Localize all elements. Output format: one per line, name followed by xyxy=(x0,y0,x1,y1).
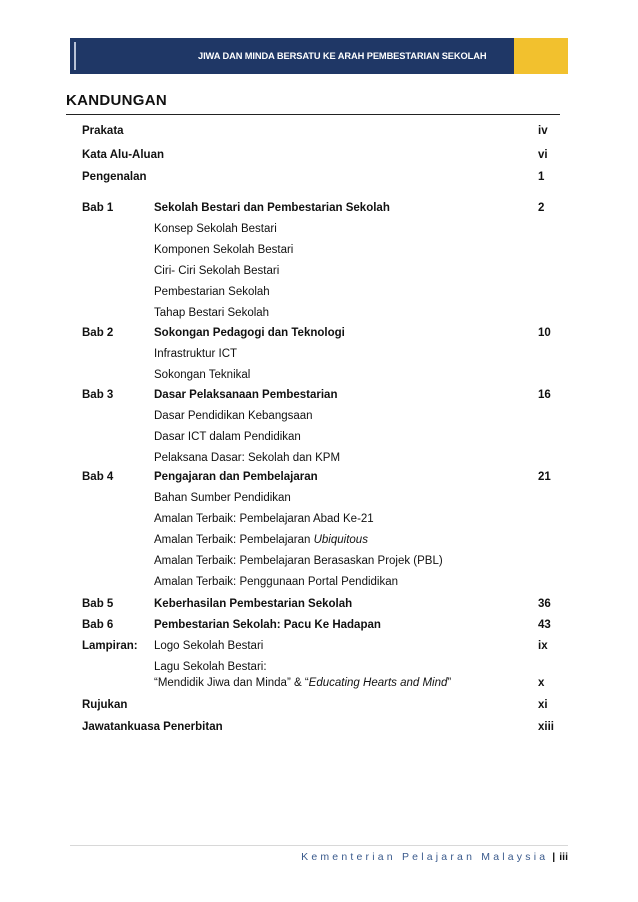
subitem-label: Amalan Terbaik: Penggunaan Portal Pendidikan xyxy=(154,576,399,588)
subitem-label: Pembestarian Sekolah xyxy=(154,286,270,298)
lampiran-item-logo: Logo Sekolah Bestari xyxy=(154,640,264,652)
footer-ministry: Kementerian Pelajaran Malaysia xyxy=(301,851,549,863)
subitem-label: Amalan Terbaik: Pembelajaran Abad Ke-21 xyxy=(154,513,374,525)
toc-label: Pengenalan xyxy=(82,171,147,183)
subitem-label: Dasar ICT dalam Pendidikan xyxy=(154,431,301,443)
banner-title: JIWA DAN MINDA BERSATU KE ARAH PEMBESTARIAN SEKOLAH xyxy=(198,51,487,61)
header-banner xyxy=(70,38,568,74)
toc-page: 21 xyxy=(538,471,551,483)
toc-page: xi xyxy=(538,699,548,711)
subitem-label: Dasar Pendidikan Kebangsaan xyxy=(154,410,313,422)
toc-page: x xyxy=(538,677,545,689)
toc-heading: KANDUNGAN xyxy=(66,92,168,109)
subitem-label: Tahap Bestari Sekolah xyxy=(154,307,270,319)
subitem-label: Infrastruktur ICT xyxy=(154,348,238,360)
subitem-label: Amalan Terbaik: Pembelajaran Berasaskan Projek (PBL) xyxy=(154,555,443,567)
toc-page: iv xyxy=(538,125,548,137)
subitem-text: ” xyxy=(447,677,452,689)
chapter-label: Bab 5 xyxy=(82,598,114,610)
toc-page: ix xyxy=(538,640,548,652)
toc-page: 1 xyxy=(538,171,545,183)
toc-page: 10 xyxy=(538,327,551,339)
toc-label: Rujukan xyxy=(82,699,128,711)
subitem-label: Pelaksana Dasar: Sekolah dan KPM xyxy=(154,452,341,464)
lampiran-item-lagu-line2 xyxy=(154,677,451,689)
toc-label: Prakata xyxy=(82,125,124,137)
banner-accent-line xyxy=(74,42,76,70)
subitem-label: Bahan Sumber Pendidikan xyxy=(154,492,291,504)
chapter-title: Pengajaran dan Pembelajaran xyxy=(154,471,318,483)
chapter-title: Dasar Pelaksanaan Pembestarian xyxy=(154,389,338,401)
table-of-contents xyxy=(66,114,560,733)
subitem-label xyxy=(154,534,368,546)
toc-page: 43 xyxy=(538,619,551,631)
page-footer xyxy=(301,851,568,863)
chapter-label: Bab 3 xyxy=(82,389,114,401)
chapter-label: Bab 6 xyxy=(82,619,114,631)
chapter-title: Sokongan Pedagogi dan Teknologi xyxy=(154,327,345,339)
subitem-label: Ciri- Ciri Sekolah Bestari xyxy=(154,265,280,277)
toc-page: vi xyxy=(538,149,548,161)
subitem-text: Amalan Terbaik: Pembelajaran xyxy=(154,534,314,546)
chapter-label: Bab 2 xyxy=(82,327,114,339)
footer-divider xyxy=(70,845,568,846)
page-number: iii xyxy=(559,851,568,863)
chapter-title: Sekolah Bestari dan Pembestarian Sekolah xyxy=(154,202,390,214)
subitem-text: “Mendidik Jiwa dan Minda” & “ xyxy=(154,677,309,689)
subitem-italic-text: Ubiquitous xyxy=(313,534,368,546)
lampiran-item-lagu-line1: Lagu Sekolah Bestari: xyxy=(154,661,267,673)
toc-page: 2 xyxy=(538,202,545,214)
toc-label: Kata Alu-Aluan xyxy=(82,149,164,161)
toc-page: 36 xyxy=(538,598,551,610)
chapter-title: Keberhasilan Pembestarian Sekolah xyxy=(154,598,353,610)
subitem-label: Sokongan Teknikal xyxy=(154,369,251,381)
subitem-italic-text: Educating Hearts and Mind xyxy=(308,677,448,689)
toc-label: Jawatankuasa Penerbitan xyxy=(82,721,223,733)
chapter-label: Bab 4 xyxy=(82,471,114,483)
chapter-label: Bab 1 xyxy=(82,202,114,214)
footer-separator: | xyxy=(552,851,556,863)
toc-page: 16 xyxy=(538,389,551,401)
subitem-label: Konsep Sekolah Bestari xyxy=(154,223,277,235)
chapter-title: Pembestarian Sekolah: Pacu Ke Hadapan xyxy=(154,619,381,631)
lampiran-label: Lampiran: xyxy=(82,640,138,652)
toc-page: xiii xyxy=(538,721,554,733)
subitem-label: Komponen Sekolah Bestari xyxy=(154,244,294,256)
